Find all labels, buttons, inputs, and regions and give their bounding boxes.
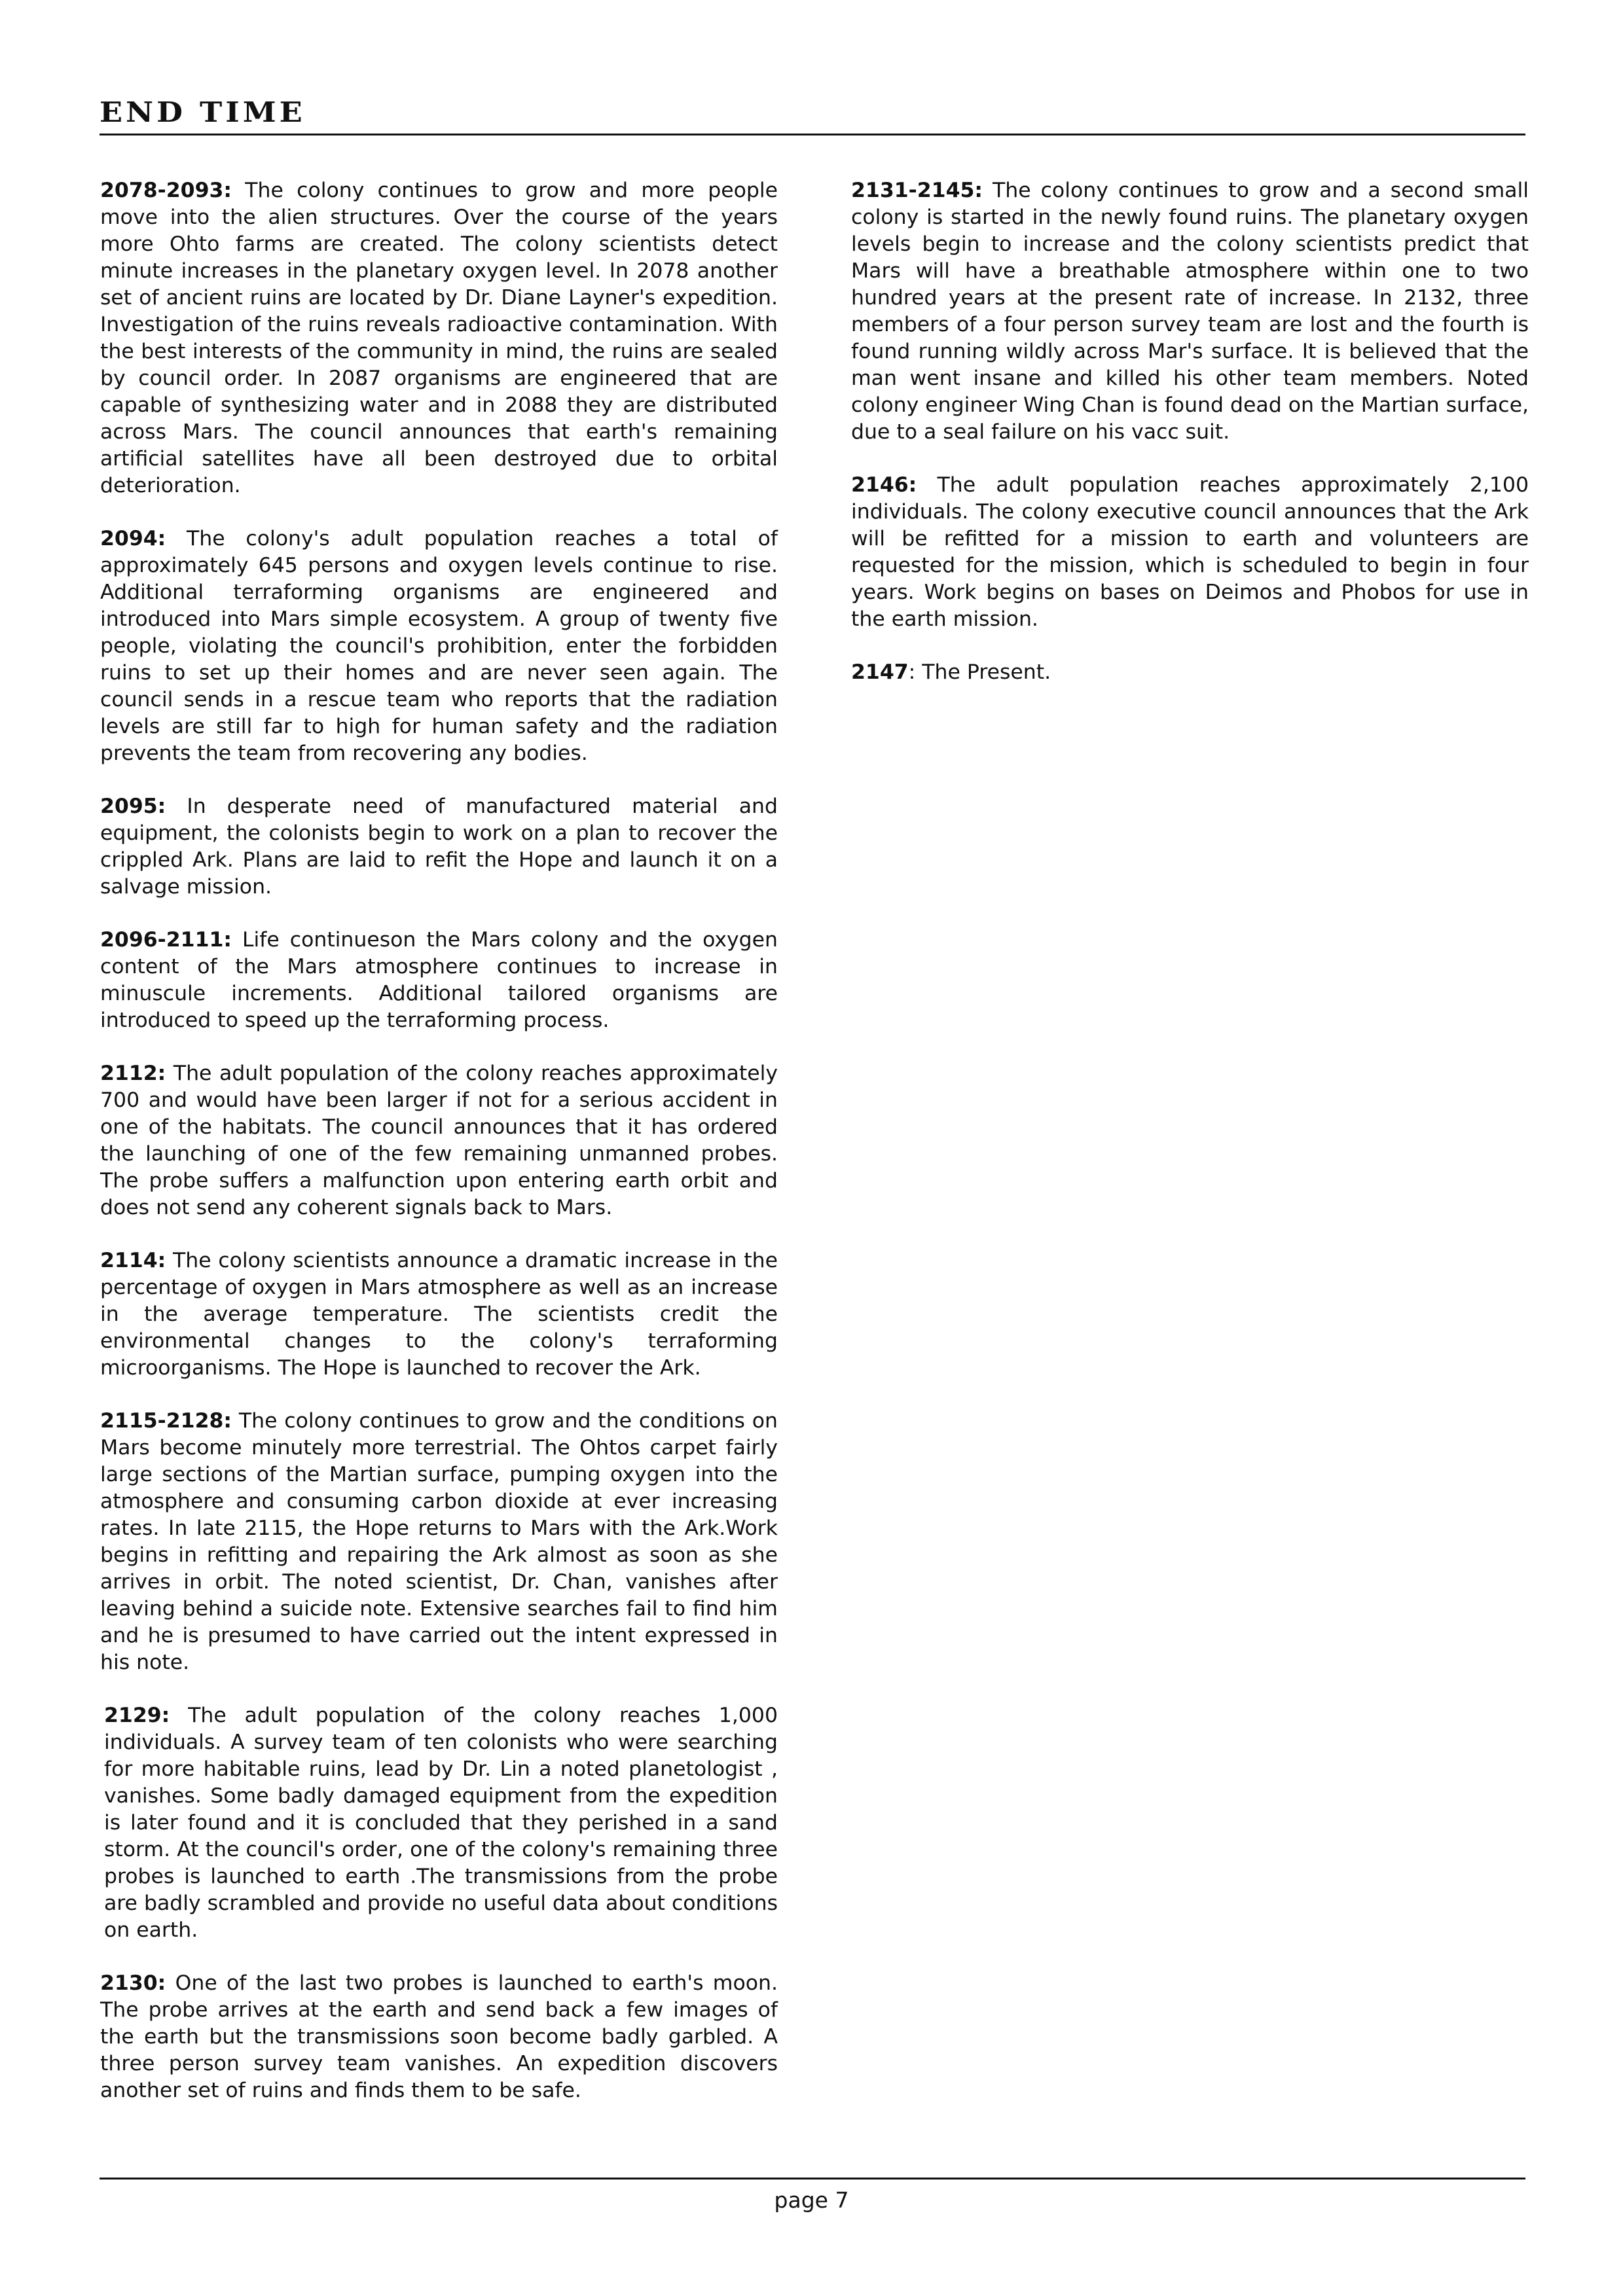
entry-year: 2112:	[100, 1062, 166, 1085]
left-column	[100, 177, 778, 2130]
entry-text: The colony continues to grow and the conditions on Mars become minutely more terrestrial. The Ohtos carpet fairly large sections of the Martian surface, pumping oxygen into the atmosphere and consuming carbon dioxide at ever increasing rates. In late 2115, the Hope returns to Mars with the Ark.Work begins in refitting and repairing the Ark almost as soon as she arrives in orbit. The noted scientist, Dr. Chan, vanishes after leaving behind a suicide note. Extensive searches fail to find him and he is presumed to have carried out the intent expressed in his note.	[100, 1409, 778, 1674]
entry-year: 2115-2128:	[100, 1409, 232, 1433]
entry-year: 2147	[851, 660, 909, 684]
entry-text: The adult population reaches approximately 2,100 individuals. The colony executive council announces that the Ark will be refitted for a mission to earth and volunteers are requested for the mission, which is scheduled to begin in four years. Work begins on bases on Deimos and Phobos for use in the earth mission.	[851, 473, 1529, 631]
entry-text: The adult population of the colony reaches 1,000 individuals. A survey team of ten colonists who were searching for more habitable ruins, lead by Dr. Lin a noted planetologist , vanishes. Some badly damaged equipment from the expedition is later found and it is concluded that they perished in a sand storm. At the council's order, one of the colony's remaining three probes is launched to earth .The transmissions from the probe are badly scrambled and provide no useful data about conditions on earth.	[104, 1704, 778, 1942]
entry-year: 2114:	[100, 1249, 166, 1272]
entry-text: The adult population of the colony reaches approximately 700 and would have been larger if not for a serious accident in one of the habitats. The council announces that it has ordered the launching of one of the few remaining unmanned probes. The probe suffers a malfunction upon entering earth orbit and does not send any coherent signals back to Mars.	[100, 1062, 778, 1219]
entry-year: 2078-2093:	[100, 179, 232, 202]
entry-text: : The Present.	[908, 660, 1051, 684]
entry-year: 2096-2111:	[100, 928, 232, 952]
entry-year: 2131-2145:	[851, 179, 983, 202]
page-header-title: END TIME	[100, 96, 306, 128]
entry-text: The colony continues to grow and a second small colony is started in the newly found ruins. The planetary oxygen levels begin to increase and the colony scientists predict that Mars will have a breathable atmosphere within one to two hundred years at the present rate of increase. In 2132, three members of a four person survey team are lost and the fourth is found running wildly across Mar's surface. It is believed that the man went insane and killed his other team members. Noted colony engineer Wing Chan is found dead on the Martian surface, due to a seal failure on his vacc suit.	[851, 179, 1529, 444]
timeline-entry	[100, 927, 778, 1034]
timeline-entry	[100, 793, 778, 901]
timeline-entry	[100, 1060, 778, 1221]
right-column	[851, 177, 1529, 712]
timeline-entry	[851, 659, 1529, 686]
entry-text: The colony continues to grow and more people move into the alien structures. Over the course of the years more Ohto farms are created. The colony scientists detect minute increases in the planetary oxygen level. In 2078 another set of ancient ruins are located by Dr. Diane Layner's expedition. Investigation of the ruins reveals radioactive contamination. With the best interests of the community in mind, the ruins are sealed by council order. In 2087 organisms are engineered that are capable of synthesizing water and in 2088 they are distributed across Mars. The council announces that earth's remaining artificial satellites have all been destroyed due to orbital deterioration.	[100, 179, 778, 497]
page-number: page 7	[774, 2187, 849, 2213]
timeline-entry	[100, 1408, 778, 1676]
entry-year: 2146:	[851, 473, 917, 497]
entry-year: 2130:	[100, 1971, 166, 1995]
timeline-entry	[100, 1247, 778, 1382]
entry-year: 2129:	[104, 1704, 170, 1727]
entry-text: In desperate need of manufactured material and equipment, the colonists begin to work on a plan to recover the crippled Ark. Plans are laid to refit the Hope and launch it on a salvage mission.	[100, 795, 778, 899]
timeline-entry	[100, 1970, 778, 2104]
entry-year: 2095:	[100, 795, 166, 818]
entry-text: The colony's adult population reaches a total of approximately 645 persons and oxygen levels continue to rise. Additional terraforming organisms are engineered and introduced into Mars simple ecosystem. A group of twenty five people, violating the council's prohibition, enter the forbidden ruins to set up their homes and are never seen again. The council sends in a rescue team who reports that the radiation levels are still far to high for human safety and the radiation prevents the team from recovering any bodies.	[100, 527, 778, 765]
header-divider	[100, 134, 1525, 135]
timeline-entry	[100, 1702, 778, 1944]
timeline-entry	[100, 526, 778, 767]
entry-text: Life continueson the Mars colony and the oxygen content of the Mars atmosphere continues to increase in minuscule increments. Additional tailored organisms are introduced to speed up the terraforming process.	[100, 928, 778, 1032]
timeline-entry	[851, 177, 1529, 446]
entry-text: The colony scientists announce a dramatic increase in the percentage of oxygen in Mars atmosphere as well as an increase in the average temperature. The scientists credit the environmental changes to the colony's terraforming microorganisms. The Hope is launched to recover the Ark.	[100, 1249, 778, 1380]
timeline-entry	[100, 177, 778, 499]
entry-text: One of the last two probes is launched to earth's moon. The probe arrives at the earth and send back a few images of the earth but the transmissions soon become badly garbled. A three person survey team vanishes. An expedition discovers another set of ruins and finds them to be safe.	[100, 1971, 778, 2102]
timeline-entry	[851, 472, 1529, 633]
footer-divider	[100, 2178, 1525, 2179]
entry-year: 2094:	[100, 527, 166, 550]
